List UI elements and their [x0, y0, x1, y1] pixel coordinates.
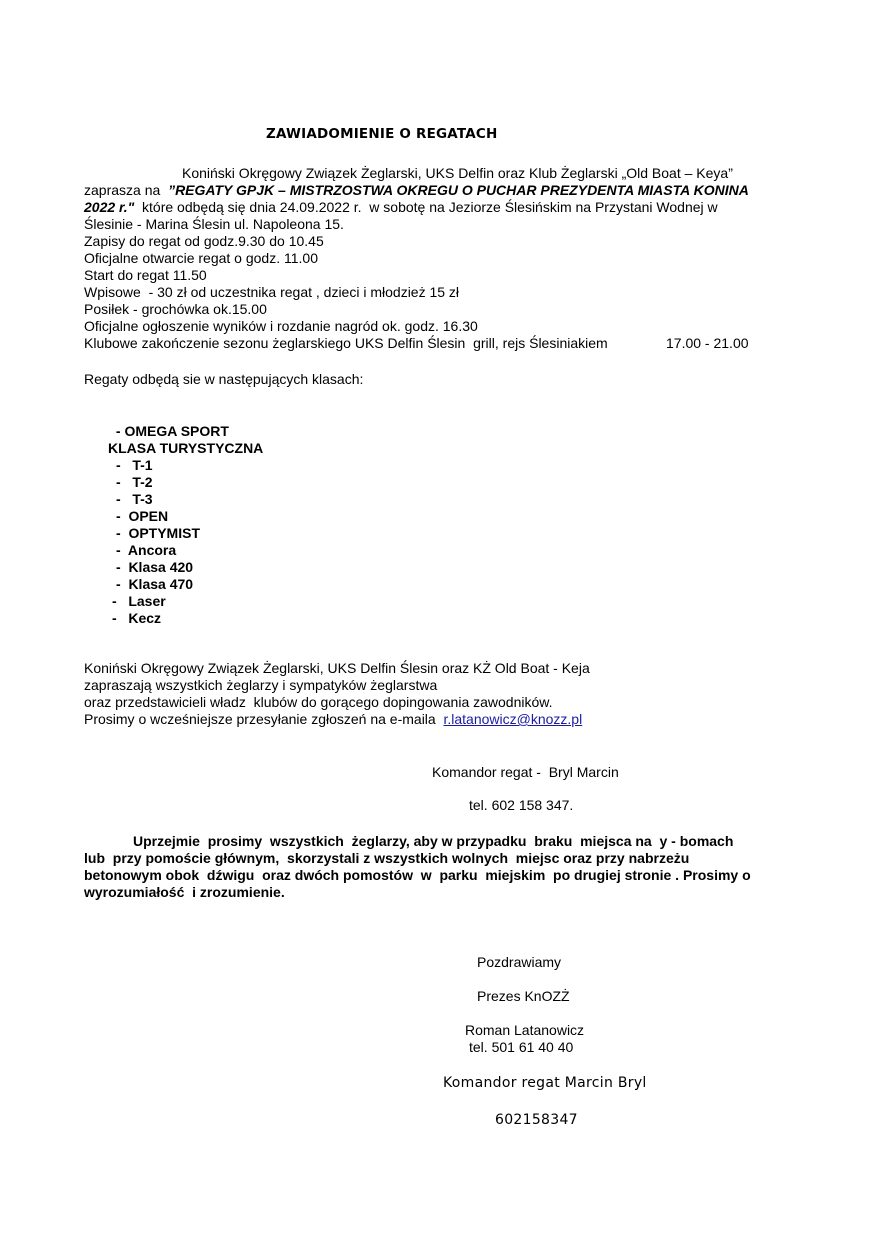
event-year: 2022 r.": [84, 199, 135, 215]
invitation-line: zapraszają wszystkich żeglarzy i sympatyków żeglarstwa: [84, 677, 438, 693]
signature-name: Roman Latanowicz: [465, 1022, 585, 1038]
schedule-item: Zapisy do regat od godz.9.30 do 10.45: [84, 233, 324, 249]
signature-commander: Komandor regat Marcin Bryl: [443, 1075, 647, 1091]
invitation-line: [84, 711, 582, 728]
commander-name: Komandor regat - Bryl Marcin: [432, 764, 619, 780]
notice-line: wyrozumiałość i zrozumienie.: [84, 884, 285, 900]
class-item: - Klasa 420: [116, 559, 194, 575]
class-item: - OPTYMIST: [116, 525, 200, 541]
classes-intro: Regaty odbędą sie w następujących klasach:: [84, 371, 364, 387]
schedule-item: Start do regat 11.50: [84, 267, 207, 283]
class-item: - T-1: [116, 457, 153, 473]
class-item: - Kecz: [112, 610, 162, 626]
signature-commander-phone: 602158347: [495, 1112, 578, 1128]
signature-greeting: Pozdrawiamy: [477, 954, 562, 970]
intro-date-location: które odbędą się dnia 24.09.2022 r. w sobotę na Jeziorze Ślesińskim na Przystani Wodnej w: [134, 199, 718, 215]
closing-event-text: Klubowe zakończenie sezonu żeglarskiego UKS Delfin Ślesin grill, rejs Ślesiniakiem: [84, 335, 608, 351]
notice-line: Uprzejmie prosimy wszystkich żeglarzy, aby w przypadku braku miejsca na y - bomach: [133, 833, 734, 849]
schedule-item: Wpisowe - 30 zł od uczestnika regat , dzieci i młodzież 15 zł: [84, 284, 460, 300]
intro-line-3: [84, 199, 718, 216]
document-title: ZAWIADOMIENIE O REGATACH: [266, 126, 498, 142]
email-link[interactable]: r.latanowicz@knozz.pl: [443, 711, 583, 727]
class-item: - Laser: [112, 593, 166, 609]
schedule-item: Posiłek - grochówka ok.15.00: [84, 301, 267, 317]
class-item: - Klasa 470: [116, 576, 194, 592]
class-item: - T-2: [116, 474, 153, 490]
email-request: Prosimy o wcześniejsze przesyłanie zgłoszeń na e-maila: [84, 711, 444, 727]
schedule-item: Oficjalne otwarcie regat o godz. 11.00: [84, 250, 318, 266]
commander-phone: tel. 602 158 347.: [469, 797, 574, 813]
notice-line: lub przy pomoście głównym, skorzystali z wszystkich wolnych miejsc oraz przy nabrzeżu: [84, 850, 690, 866]
class-omega-sport: - OMEGA SPORT: [112, 423, 229, 439]
class-turystyczna: KLASA TURYSTYCZNA: [108, 440, 264, 456]
class-item: - T-3: [116, 491, 153, 507]
closing-event-time: 17.00 - 21.00: [666, 335, 749, 351]
intro-line-4: Ślesinie - Marina Ślesin ul. Napoleona 15.: [84, 216, 344, 232]
invitation-line: Koniński Okręgowy Związek Żeglarski, UKS Delfin Ślesin oraz KŻ Old Boat - Keja: [84, 660, 590, 676]
class-item: - Ancora: [116, 542, 177, 558]
signature-phone: tel. 501 61 40 40: [469, 1039, 574, 1055]
intro-line-2: [84, 182, 749, 199]
notice-line: betonowym obok dźwigu oraz dwóch pomostów w parku miejskim po drugiej stronie . Prosimy o: [84, 867, 751, 883]
intro-prefix: zaprasza na: [84, 182, 169, 198]
signature-role: Prezes KnOZŻ: [477, 988, 570, 1004]
event-name: ”REGATY GPJK – MISTRZOSTWA OKREGU O PUCHAR PREZYDENTA MIASTA KONINA: [168, 182, 749, 198]
intro-line-1: Koniński Okręgowy Związek Żeglarski, UKS Delfin oraz Klub Żeglarski „Old Boat – Keya”: [182, 165, 733, 181]
class-item: - OPEN: [116, 508, 169, 524]
invitation-line: oraz przedstawicieli władz klubów do gorącego dopingowania zawodników.: [84, 694, 553, 710]
schedule-item: Oficjalne ogłoszenie wyników i rozdanie nagród ok. godz. 16.30: [84, 318, 478, 334]
